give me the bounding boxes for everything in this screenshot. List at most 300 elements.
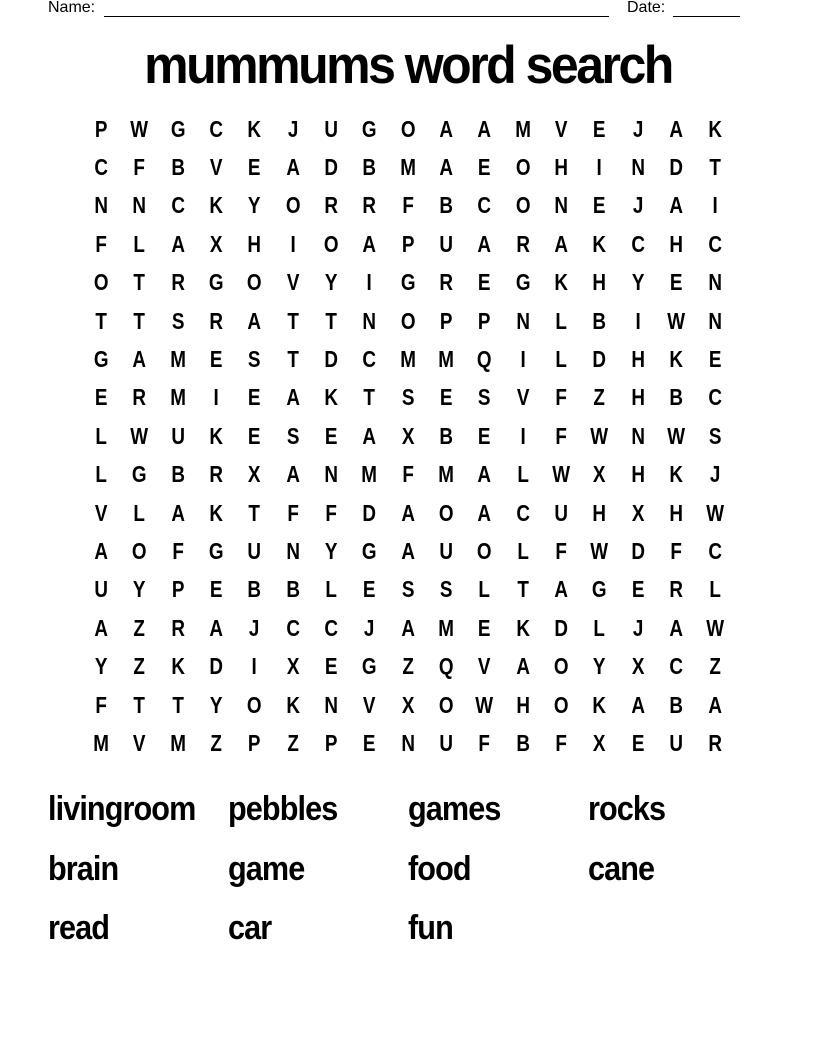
grid-letter[interactable]: Z: [287, 729, 299, 756]
grid-letter[interactable]: O: [93, 269, 109, 296]
grid-letter[interactable]: C: [516, 499, 530, 526]
grid-letter[interactable]: Y: [324, 537, 338, 564]
grid-letter[interactable]: F: [555, 537, 568, 564]
grid-letter[interactable]: B: [439, 192, 454, 219]
grid-letter[interactable]: W: [705, 499, 724, 526]
grid-letter[interactable]: B: [286, 576, 300, 603]
grid-letter[interactable]: D: [554, 614, 569, 641]
grid-letter[interactable]: S: [286, 422, 300, 449]
grid-letter[interactable]: D: [209, 653, 224, 680]
grid-letter[interactable]: C: [707, 384, 722, 411]
grid-letter[interactable]: J: [632, 115, 644, 142]
grid-letter[interactable]: Q: [438, 653, 454, 680]
grid-letter[interactable]: S: [171, 307, 185, 334]
grid-letter[interactable]: D: [362, 499, 377, 526]
grid-letter[interactable]: T: [287, 307, 299, 334]
grid-letter[interactable]: T: [325, 307, 337, 334]
grid-letter[interactable]: A: [477, 115, 492, 142]
grid-letter[interactable]: T: [172, 691, 184, 718]
grid-letter[interactable]: R: [209, 307, 224, 334]
grid-letter[interactable]: K: [707, 115, 722, 142]
grid-letter[interactable]: E: [324, 422, 338, 449]
grid-letter[interactable]: X: [593, 729, 606, 756]
grid-letter[interactable]: O: [132, 537, 147, 564]
grid-letter[interactable]: H: [592, 499, 607, 526]
grid-letter[interactable]: C: [324, 614, 339, 641]
grid-letter[interactable]: R: [669, 576, 684, 603]
grid-letter[interactable]: Y: [324, 269, 338, 296]
grid-letter[interactable]: M: [438, 346, 455, 373]
grid-letter[interactable]: G: [362, 115, 377, 142]
grid-letter[interactable]: A: [669, 192, 684, 219]
grid-letter[interactable]: O: [477, 537, 492, 564]
grid-row: [82, 647, 734, 685]
grid-letter[interactable]: A: [401, 614, 415, 641]
grid-letter[interactable]: H: [631, 461, 645, 488]
grid-letter[interactable]: W: [552, 461, 571, 488]
grid-letter[interactable]: D: [631, 537, 645, 564]
grid-letter[interactable]: Z: [133, 614, 146, 641]
grid-letter[interactable]: W: [475, 691, 494, 718]
grid-letter[interactable]: A: [171, 499, 185, 526]
grid-letter[interactable]: L: [133, 499, 146, 526]
grid-letter[interactable]: H: [247, 230, 262, 257]
grid-letter[interactable]: W: [590, 422, 609, 449]
grid-letter[interactable]: N: [324, 461, 339, 488]
grid-letter[interactable]: L: [555, 346, 568, 373]
grid-letter[interactable]: F: [133, 154, 146, 181]
grid-letter[interactable]: B: [516, 729, 530, 756]
grid-letter[interactable]: R: [171, 269, 185, 296]
grid-letter[interactable]: W: [667, 422, 686, 449]
grid-letter[interactable]: K: [209, 192, 224, 219]
grid-letter[interactable]: X: [209, 230, 223, 257]
grid-letter[interactable]: Z: [210, 729, 222, 756]
grid-letter[interactable]: R: [516, 230, 530, 257]
grid-letter[interactable]: C: [362, 346, 377, 373]
grid-letter[interactable]: K: [592, 230, 607, 257]
grid-letter[interactable]: N: [631, 154, 645, 181]
grid-letter[interactable]: S: [248, 346, 261, 373]
grid-letter[interactable]: A: [669, 115, 684, 142]
grid-letter[interactable]: U: [439, 537, 454, 564]
grid-letter[interactable]: S: [478, 384, 491, 411]
grid-letter[interactable]: I: [520, 422, 526, 449]
grid-letter[interactable]: E: [439, 384, 453, 411]
grid-letter[interactable]: D: [669, 154, 684, 181]
grid-letter[interactable]: R: [707, 729, 722, 756]
grid-letter[interactable]: A: [669, 614, 684, 641]
grid-letter[interactable]: X: [401, 691, 415, 718]
grid-letter[interactable]: S: [401, 576, 415, 603]
grid-letter[interactable]: R: [439, 269, 454, 296]
grid-letter[interactable]: A: [247, 307, 262, 334]
grid-letter[interactable]: T: [133, 691, 146, 718]
grid-letter[interactable]: E: [670, 269, 683, 296]
grid-letter[interactable]: C: [94, 154, 108, 181]
grid-letter[interactable]: H: [631, 384, 645, 411]
grid-letter[interactable]: N: [554, 192, 569, 219]
grid-letter[interactable]: H: [554, 154, 569, 181]
grid-letter[interactable]: E: [708, 346, 721, 373]
grid-letter[interactable]: A: [554, 576, 569, 603]
grid-letter[interactable]: H: [516, 691, 530, 718]
grid-row: [82, 456, 734, 494]
grid-letter[interactable]: S: [401, 384, 415, 411]
grid-letter[interactable]: U: [171, 422, 185, 449]
grid-letter[interactable]: L: [95, 461, 107, 488]
grid-letter[interactable]: O: [438, 691, 454, 718]
grid-letter[interactable]: A: [477, 461, 492, 488]
grid-letter[interactable]: J: [632, 192, 644, 219]
grid-letter[interactable]: U: [439, 729, 454, 756]
grid-letter[interactable]: Z: [133, 653, 146, 680]
grid-letter[interactable]: N: [286, 537, 300, 564]
grid-letter[interactable]: O: [247, 691, 262, 718]
grid-letter[interactable]: G: [170, 115, 186, 142]
grid-letter[interactable]: I: [251, 653, 258, 680]
grid-letter[interactable]: E: [94, 384, 108, 411]
grid-letter[interactable]: M: [438, 461, 455, 488]
grid-letter[interactable]: C: [707, 537, 722, 564]
grid-letter[interactable]: O: [400, 115, 416, 142]
grid-letter[interactable]: Y: [94, 653, 108, 680]
grid-letter[interactable]: O: [323, 230, 339, 257]
grid-letter[interactable]: T: [95, 307, 107, 334]
grid-letter[interactable]: R: [171, 614, 185, 641]
grid-letter[interactable]: J: [364, 614, 375, 641]
grid-letter[interactable]: O: [553, 653, 569, 680]
grid-letter[interactable]: G: [515, 269, 531, 296]
grid-letter[interactable]: D: [592, 346, 607, 373]
grid-letter[interactable]: A: [401, 537, 415, 564]
grid-letter[interactable]: X: [248, 461, 261, 488]
grid-letter[interactable]: G: [362, 653, 377, 680]
grid-letter[interactable]: F: [555, 384, 568, 411]
grid-letter[interactable]: F: [287, 499, 299, 526]
grid-letter[interactable]: Y: [593, 653, 606, 680]
grid-letter[interactable]: N: [324, 691, 339, 718]
grid-letter[interactable]: Z: [402, 653, 414, 680]
grid-letter[interactable]: I: [712, 192, 718, 219]
grid-letter[interactable]: F: [95, 691, 107, 718]
grid-letter[interactable]: G: [400, 269, 416, 296]
grid-letter[interactable]: J: [709, 461, 720, 488]
grid-letter[interactable]: Y: [209, 691, 223, 718]
grid-letter[interactable]: W: [130, 422, 149, 449]
grid-letter[interactable]: N: [707, 269, 722, 296]
grid-letter[interactable]: H: [669, 230, 684, 257]
grid-letter[interactable]: F: [555, 729, 568, 756]
grid-letter[interactable]: M: [438, 614, 455, 641]
grid-letter[interactable]: P: [324, 729, 338, 756]
grid-letter[interactable]: W: [667, 307, 686, 334]
grid-letter[interactable]: R: [209, 461, 224, 488]
grid-letter[interactable]: C: [669, 653, 684, 680]
grid-letter[interactable]: T: [287, 346, 299, 373]
grid-letter[interactable]: S: [708, 422, 721, 449]
grid-letter[interactable]: E: [363, 576, 376, 603]
grid-letter[interactable]: X: [631, 499, 645, 526]
grid-row: [82, 417, 734, 455]
grid-letter[interactable]: I: [290, 230, 296, 257]
grid-letter[interactable]: E: [478, 422, 491, 449]
grid-letter[interactable]: B: [171, 154, 185, 181]
grid-letter[interactable]: L: [593, 614, 606, 641]
grid-letter[interactable]: N: [631, 422, 645, 449]
grid-letter[interactable]: B: [592, 307, 607, 334]
grid-letter[interactable]: A: [286, 154, 300, 181]
grid-letter[interactable]: T: [363, 384, 376, 411]
grid-letter[interactable]: P: [478, 307, 491, 334]
grid-letter[interactable]: R: [132, 384, 147, 411]
grid-letter[interactable]: K: [592, 691, 607, 718]
grid-letter[interactable]: M: [515, 115, 531, 142]
grid-letter[interactable]: L: [555, 307, 568, 334]
grid-letter[interactable]: A: [94, 614, 108, 641]
grid-letter[interactable]: N: [362, 307, 377, 334]
grid-letter[interactable]: A: [94, 537, 108, 564]
grid-letter[interactable]: A: [362, 230, 377, 257]
grid-letter[interactable]: I: [520, 346, 526, 373]
grid-letter[interactable]: A: [477, 499, 492, 526]
grid-letter[interactable]: L: [133, 230, 146, 257]
grid-letter[interactable]: G: [362, 537, 377, 564]
grid-letter[interactable]: V: [516, 384, 530, 411]
grid-letter[interactable]: G: [132, 461, 147, 488]
grid-letter[interactable]: E: [593, 115, 606, 142]
grid-letter[interactable]: H: [669, 499, 684, 526]
grid-letter[interactable]: O: [400, 307, 416, 334]
grid-letter[interactable]: T: [133, 269, 146, 296]
grid-letter[interactable]: A: [286, 384, 300, 411]
grid-letter[interactable]: A: [362, 422, 377, 449]
grid-letter[interactable]: M: [400, 346, 416, 373]
grid-letter[interactable]: E: [593, 192, 606, 219]
grid-letter[interactable]: T: [708, 154, 721, 181]
grid-letter[interactable]: U: [554, 499, 569, 526]
word-list-item: livingroom: [48, 790, 196, 829]
grid-letter[interactable]: T: [248, 499, 261, 526]
grid-letter[interactable]: O: [515, 192, 531, 219]
grid-letter[interactable]: B: [171, 461, 185, 488]
grid-letter[interactable]: I: [635, 307, 641, 334]
grid-letter[interactable]: M: [93, 729, 110, 756]
grid-letter[interactable]: A: [516, 653, 530, 680]
grid-letter[interactable]: J: [287, 115, 299, 142]
grid-letter[interactable]: Z: [593, 384, 606, 411]
grid-letter[interactable]: F: [670, 537, 683, 564]
grid-letter[interactable]: B: [669, 691, 684, 718]
grid-letter[interactable]: O: [247, 269, 262, 296]
grid-letter[interactable]: V: [555, 115, 568, 142]
grid-letter[interactable]: E: [248, 422, 261, 449]
grid-letter[interactable]: A: [439, 154, 454, 181]
grid-letter[interactable]: X: [401, 422, 415, 449]
grid-letter[interactable]: F: [172, 537, 184, 564]
grid-letter[interactable]: T: [133, 307, 146, 334]
grid-letter[interactable]: R: [324, 192, 339, 219]
grid-letter[interactable]: F: [402, 461, 414, 488]
grid-letter[interactable]: V: [478, 653, 491, 680]
grid-letter[interactable]: I: [366, 269, 373, 296]
grid-letter[interactable]: F: [555, 422, 568, 449]
grid-letter[interactable]: Y: [133, 576, 146, 603]
grid-letter[interactable]: F: [325, 499, 337, 526]
grid-letter[interactable]: M: [169, 384, 186, 411]
grid-letter[interactable]: L: [95, 422, 107, 449]
grid-letter[interactable]: Q: [477, 346, 492, 373]
grid-letter[interactable]: D: [324, 154, 339, 181]
grid-letter[interactable]: A: [132, 346, 147, 373]
grid-letter[interactable]: G: [208, 269, 224, 296]
word-list-item: cane: [588, 849, 655, 888]
grid-letter[interactable]: M: [169, 346, 186, 373]
grid-letter[interactable]: K: [516, 614, 530, 641]
grid-row: [82, 302, 734, 340]
grid-letter[interactable]: C: [171, 192, 185, 219]
grid-letter[interactable]: X: [593, 461, 606, 488]
grid-letter[interactable]: H: [631, 346, 645, 373]
grid-letter[interactable]: N: [516, 307, 530, 334]
grid-letter[interactable]: E: [478, 154, 491, 181]
grid-letter[interactable]: F: [402, 192, 414, 219]
grid-letter[interactable]: B: [439, 422, 454, 449]
grid-letter[interactable]: C: [209, 115, 224, 142]
grid-letter[interactable]: K: [554, 269, 569, 296]
grid-letter[interactable]: M: [361, 461, 378, 488]
date-blank-line[interactable]: [673, 16, 740, 17]
grid-letter[interactable]: M: [169, 729, 186, 756]
grid-letter[interactable]: K: [247, 115, 262, 142]
grid-letter[interactable]: A: [171, 230, 185, 257]
grid-letter[interactable]: P: [94, 115, 108, 142]
grid-letter[interactable]: P: [439, 307, 453, 334]
grid-letter[interactable]: U: [669, 729, 684, 756]
grid-letter[interactable]: V: [94, 499, 108, 526]
grid-letter[interactable]: G: [208, 537, 224, 564]
grid-letter[interactable]: X: [286, 653, 300, 680]
grid-letter[interactable]: A: [707, 691, 722, 718]
grid-letter[interactable]: S: [439, 576, 453, 603]
date-label: Date:: [627, 0, 666, 16]
grid-letter[interactable]: E: [631, 729, 645, 756]
grid-letter[interactable]: L: [478, 576, 491, 603]
grid-letter[interactable]: V: [363, 691, 376, 718]
grid-letter[interactable]: N: [401, 729, 415, 756]
grid-letter[interactable]: E: [478, 614, 491, 641]
grid-letter[interactable]: N: [707, 307, 722, 334]
grid-letter[interactable]: E: [248, 384, 261, 411]
grid-letter[interactable]: I: [213, 384, 219, 411]
grid-letter[interactable]: E: [631, 576, 645, 603]
grid-letter[interactable]: O: [438, 499, 454, 526]
grid-letter[interactable]: Y: [631, 269, 645, 296]
grid-letter[interactable]: G: [93, 346, 109, 373]
grid-letter[interactable]: J: [249, 614, 260, 641]
grid-letter[interactable]: A: [209, 614, 224, 641]
grid-letter[interactable]: N: [132, 192, 147, 219]
grid-letter[interactable]: M: [400, 154, 416, 181]
grid-letter[interactable]: A: [439, 115, 454, 142]
grid-letter[interactable]: I: [597, 154, 603, 181]
grid-letter[interactable]: E: [209, 576, 223, 603]
grid-letter[interactable]: A: [631, 691, 645, 718]
grid-letter[interactable]: V: [133, 729, 146, 756]
grid-letter[interactable]: P: [171, 576, 185, 603]
grid-letter[interactable]: L: [517, 537, 529, 564]
grid-letter[interactable]: Z: [708, 653, 721, 680]
grid-letter[interactable]: C: [477, 192, 492, 219]
grid-letter[interactable]: N: [94, 192, 108, 219]
grid-letter[interactable]: U: [439, 230, 454, 257]
name-blank-line[interactable]: [104, 16, 609, 17]
grid-letter[interactable]: G: [592, 576, 607, 603]
grid-letter[interactable]: X: [631, 653, 645, 680]
grid-letter[interactable]: V: [209, 154, 223, 181]
grid-letter[interactable]: E: [209, 346, 223, 373]
grid-letter[interactable]: Y: [248, 192, 261, 219]
grid-letter[interactable]: O: [285, 192, 301, 219]
grid-letter[interactable]: D: [324, 346, 339, 373]
grid-letter[interactable]: K: [324, 384, 339, 411]
grid-letter[interactable]: K: [669, 346, 684, 373]
grid-letter[interactable]: E: [478, 269, 491, 296]
grid-letter[interactable]: A: [401, 499, 415, 526]
grid-letter[interactable]: A: [286, 461, 300, 488]
grid-letter[interactable]: K: [669, 461, 684, 488]
grid-letter[interactable]: L: [325, 576, 337, 603]
grid-letter[interactable]: F: [478, 729, 491, 756]
grid-letter[interactable]: B: [247, 576, 262, 603]
grid-letter[interactable]: K: [209, 499, 224, 526]
grid-letter[interactable]: K: [286, 691, 300, 718]
grid-letter[interactable]: P: [401, 230, 415, 257]
grid-letter[interactable]: F: [95, 230, 107, 257]
grid-letter[interactable]: W: [705, 614, 724, 641]
grid-letter[interactable]: B: [669, 384, 684, 411]
grid-letter[interactable]: O: [553, 691, 569, 718]
grid-letter[interactable]: K: [171, 653, 185, 680]
grid-letter[interactable]: C: [286, 614, 300, 641]
grid-letter[interactable]: W: [130, 115, 149, 142]
grid-letter[interactable]: A: [554, 230, 569, 257]
grid-letter[interactable]: W: [590, 537, 609, 564]
grid-letter[interactable]: T: [517, 576, 529, 603]
grid-letter[interactable]: V: [286, 269, 300, 296]
grid-letter[interactable]: H: [592, 269, 607, 296]
word-list-item: rocks: [588, 790, 666, 829]
grid-letter[interactable]: L: [708, 576, 721, 603]
grid-letter[interactable]: E: [248, 154, 261, 181]
grid-letter[interactable]: E: [324, 653, 338, 680]
grid-letter[interactable]: J: [632, 614, 644, 641]
grid-letter[interactable]: U: [247, 537, 262, 564]
grid-letter[interactable]: P: [248, 729, 261, 756]
grid-letter[interactable]: A: [477, 230, 492, 257]
grid-letter[interactable]: U: [94, 576, 108, 603]
grid-letter[interactable]: R: [362, 192, 377, 219]
grid-letter[interactable]: L: [517, 461, 529, 488]
grid-letter[interactable]: O: [515, 154, 531, 181]
grid-letter[interactable]: C: [631, 230, 645, 257]
grid-letter[interactable]: C: [707, 230, 722, 257]
grid-letter[interactable]: U: [324, 115, 339, 142]
grid-letter[interactable]: E: [363, 729, 376, 756]
grid-letter[interactable]: K: [209, 422, 224, 449]
grid-letter[interactable]: B: [362, 154, 377, 181]
grid-row: [82, 686, 734, 724]
